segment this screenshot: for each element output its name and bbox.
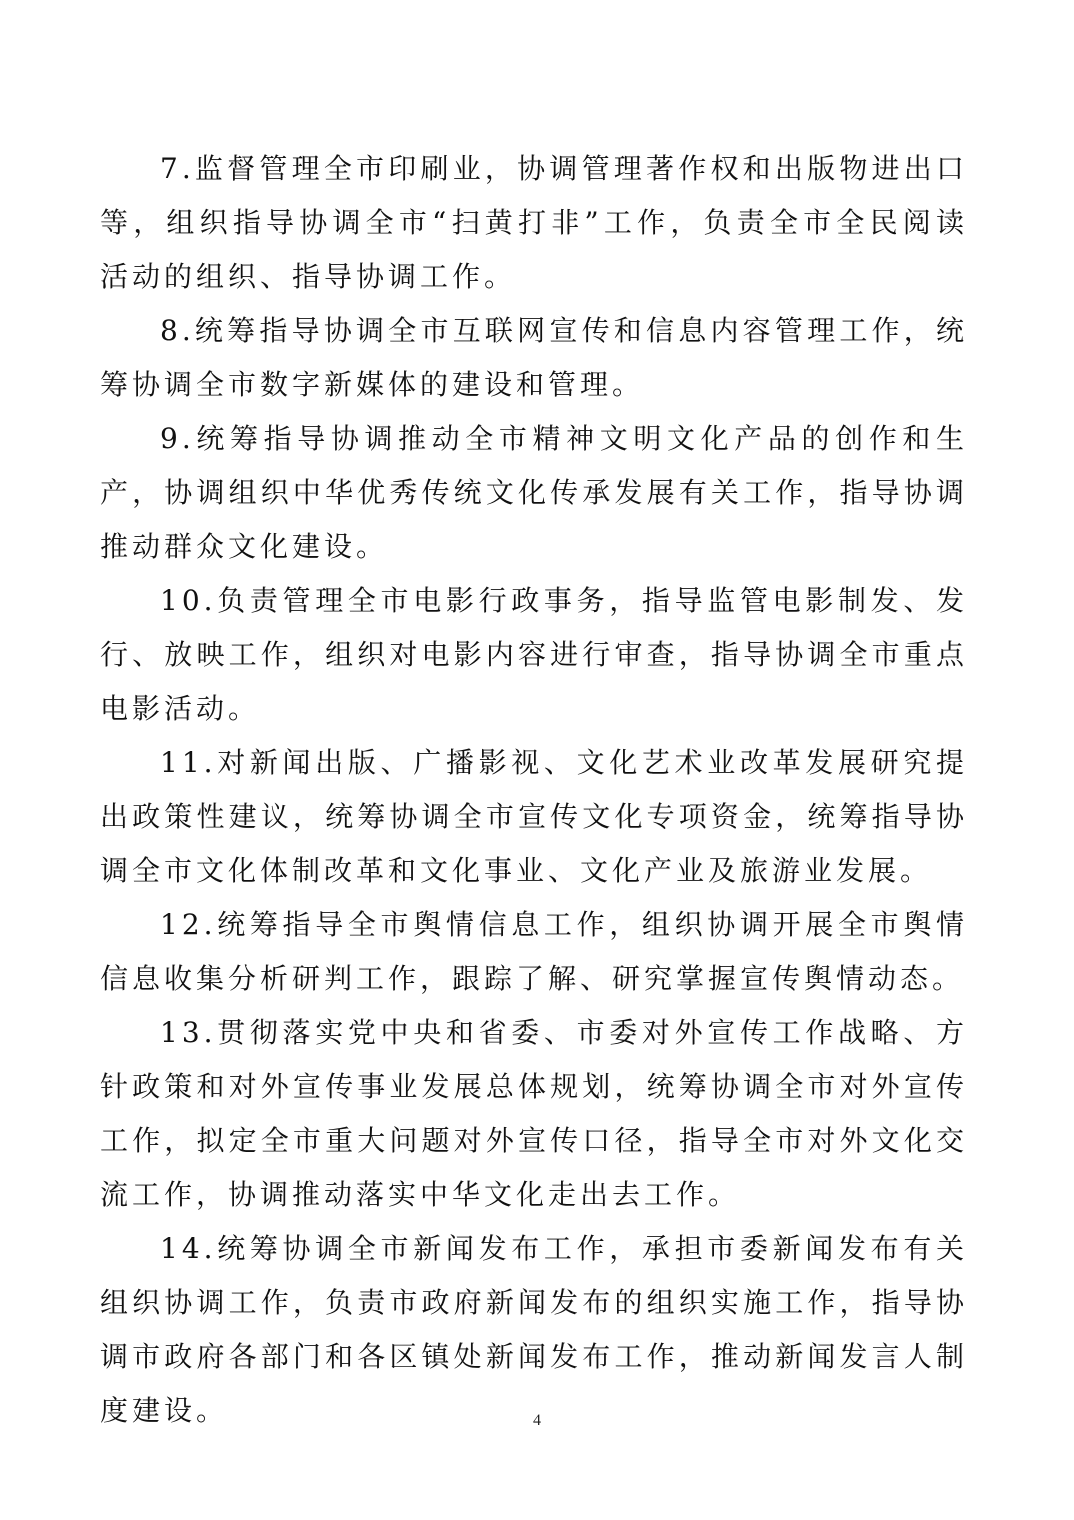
paragraph-item-14: 14.统筹协调全市新闻发布工作，承担市委新闻发布有关组织协调工作，负责市政府新闻发布的组织实施工作，指导协调市政府各部门和各区镇处新闻发布工作，推动新闻发言人制度建设。 <box>100 1232 968 1427</box>
paragraph-item-9: 9.统筹指导协调推动全市精神文明文化产品的创作和生产，协调组织中华优秀传统文化传承发展有关工作，指导协调推动群众文化建设。 <box>100 422 968 563</box>
paragraph-item-13: 13.贯彻落实党中央和省委、市委对外宣传工作战略、方针政策和对外宣传事业发展总体规划，统筹协调全市对外宣传工作，拟定全市重大问题对外宣传口径，指导全市对外文化交流工作，协调推动落实中华文化走出去工作。 <box>100 1016 968 1211</box>
document-body <box>100 142 968 1438</box>
paragraph-item-7: 7.监督管理全市印刷业，协调管理著作权和出版物进出口等，组织指导协调全市“扫黄打非”工作，负责全市全民阅读活动的组织、指导协调工作。 <box>100 152 968 293</box>
paragraph-item-8: 8.统筹指导协调全市互联网宣传和信息内容管理工作，统筹协调全市数字新媒体的建设和管理。 <box>100 314 968 401</box>
page-number: 4 <box>533 1412 541 1429</box>
paragraph-item-10: 10.负责管理全市电影行政事务，指导监管电影制发、发行、放映工作，组织对电影内容进行审查，指导协调全市重点电影活动。 <box>100 584 968 725</box>
paragraph-item-11: 11.对新闻出版、广播影视、文化艺术业改革发展研究提出政策性建议，统筹协调全市宣传文化专项资金，统筹指导协调全市文化体制改革和文化事业、文化产业及旅游业发展。 <box>100 746 968 887</box>
paragraph-item-12: 12.统筹指导全市舆情信息工作，组织协调开展全市舆情信息收集分析研判工作，跟踪了解、研究掌握宣传舆情动态。 <box>100 908 968 995</box>
